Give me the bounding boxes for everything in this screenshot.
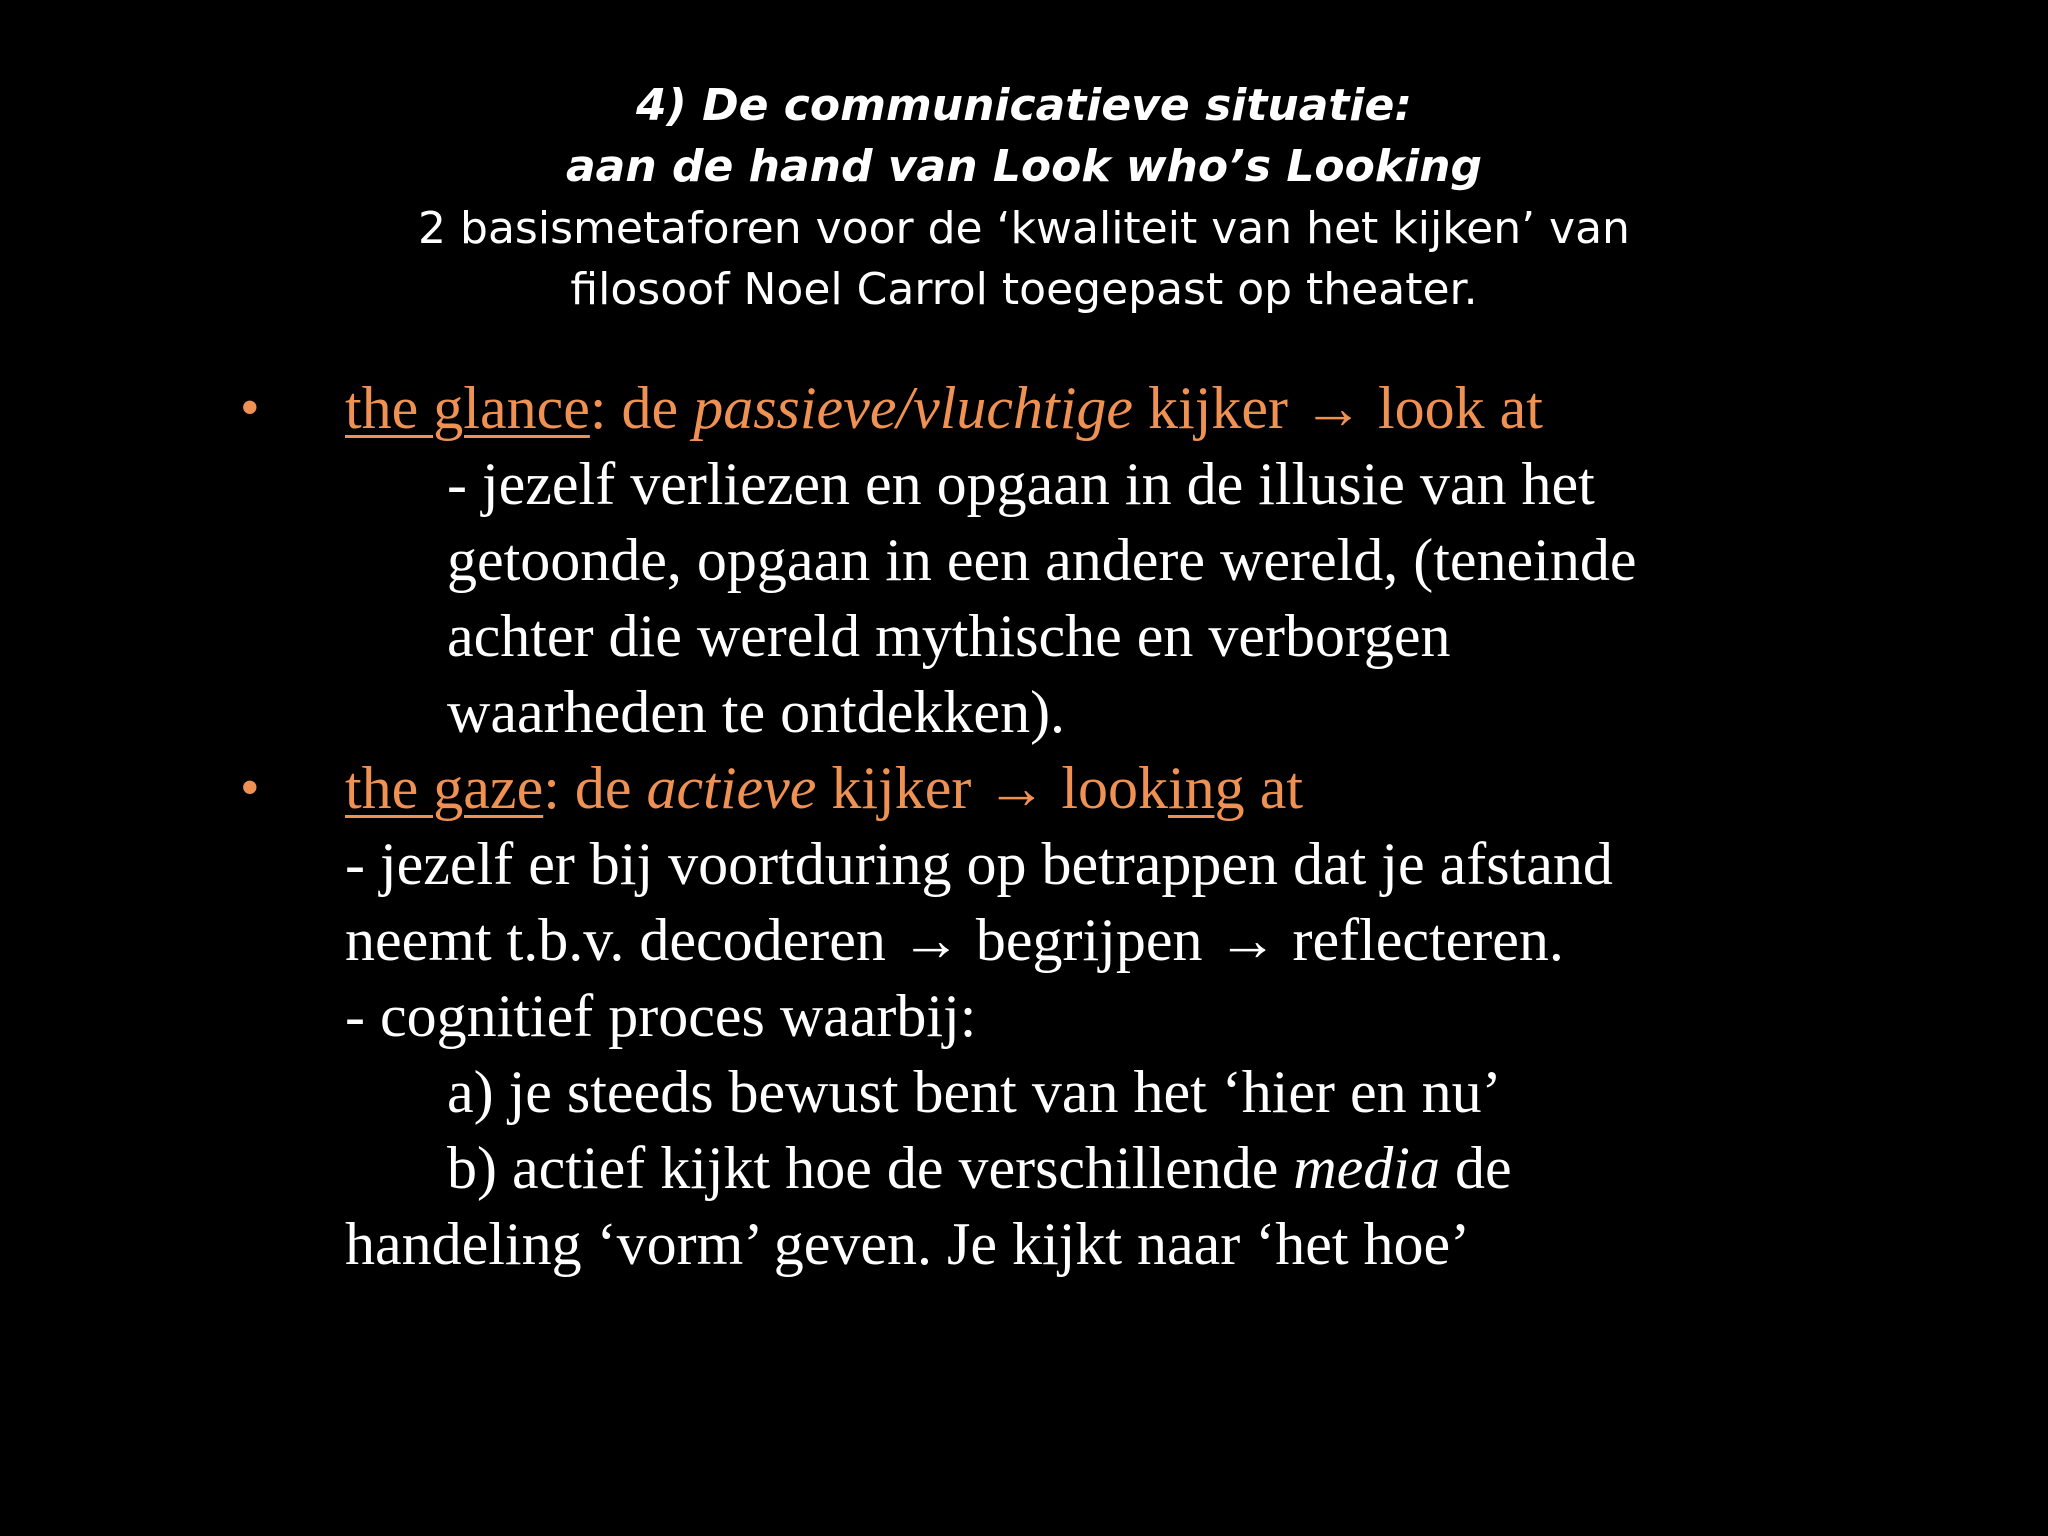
gaze-line-2: [345, 902, 1564, 978]
slide-subtitle: 2 basismetaforen voor de ‘kwaliteit van het kijken’ van: [418, 203, 1630, 254]
gaze-line-5: [447, 1130, 1512, 1206]
gaze-line-2-a: neemt t.b.v. decoderen: [345, 907, 901, 973]
gaze-line-6: handeling ‘vorm’ geven. Je kijkt naar ‘het hoe’: [345, 1211, 1471, 1277]
adjective-passive: passieve/vluchtige: [693, 375, 1134, 441]
slide-subtitle-line2: filosoof Noel Carrol toegepast op theater.: [570, 264, 1478, 315]
glance-line-4: waarheden te ontdekken).: [447, 679, 1066, 745]
bullet-heading-glance: [345, 370, 1543, 446]
gaze-line-1: - jezelf er bij voortduring op betrappen dat je afstand: [345, 831, 1613, 897]
gaze-line-2-b: begrijpen: [960, 907, 1218, 973]
bullet-heading-gaze: [345, 750, 1303, 826]
term-gaze: the gaze: [345, 755, 544, 821]
glance-line-2: getoonde, opgaan in een andere wereld, (teneinde: [447, 527, 1637, 593]
result-look-at: look at: [1362, 375, 1543, 441]
gaze-line-2-c: reflecteren.: [1277, 907, 1564, 973]
bullet-marker-glance: •: [240, 377, 260, 439]
noun-kijker: kijker: [1133, 375, 1303, 441]
bullet-marker-gaze: •: [240, 757, 260, 819]
slide-title-line2: aan de hand van Look who’s Looking: [565, 141, 1482, 192]
gaze-line-5-media: media: [1293, 1135, 1440, 1201]
gaze-line-5-a: b) actief kijkt hoe de verschillende: [447, 1135, 1294, 1201]
glance-line-1: - jezelf verliezen en opgaan in de illusie van het: [447, 451, 1595, 517]
gaze-line-3: - cognitief proces waarbij:: [345, 983, 977, 1049]
slide-title: 4) De communicatieve situatie:: [636, 80, 1412, 131]
gaze-line-5-b: de: [1439, 1135, 1512, 1201]
result-look: look: [1046, 755, 1169, 821]
arrow-right-icon: →: [1217, 907, 1278, 973]
arrow-right-icon: →: [900, 907, 961, 973]
noun-kijker: kijker: [816, 755, 987, 821]
result-ing: ing: [1168, 755, 1245, 821]
colon-text: : de: [543, 755, 647, 821]
colon-text: : de: [589, 375, 694, 441]
term-glance: the glance: [345, 375, 590, 441]
arrow-right-icon: →: [986, 755, 1047, 821]
arrow-right-icon: →: [1302, 375, 1363, 441]
gaze-line-4: a) je steeds bewust bent van het ‘hier en nu’: [447, 1059, 1502, 1125]
glance-line-3: achter die wereld mythische en verborgen: [447, 603, 1451, 669]
adjective-active: actieve: [646, 755, 817, 821]
result-at: at: [1244, 755, 1303, 821]
